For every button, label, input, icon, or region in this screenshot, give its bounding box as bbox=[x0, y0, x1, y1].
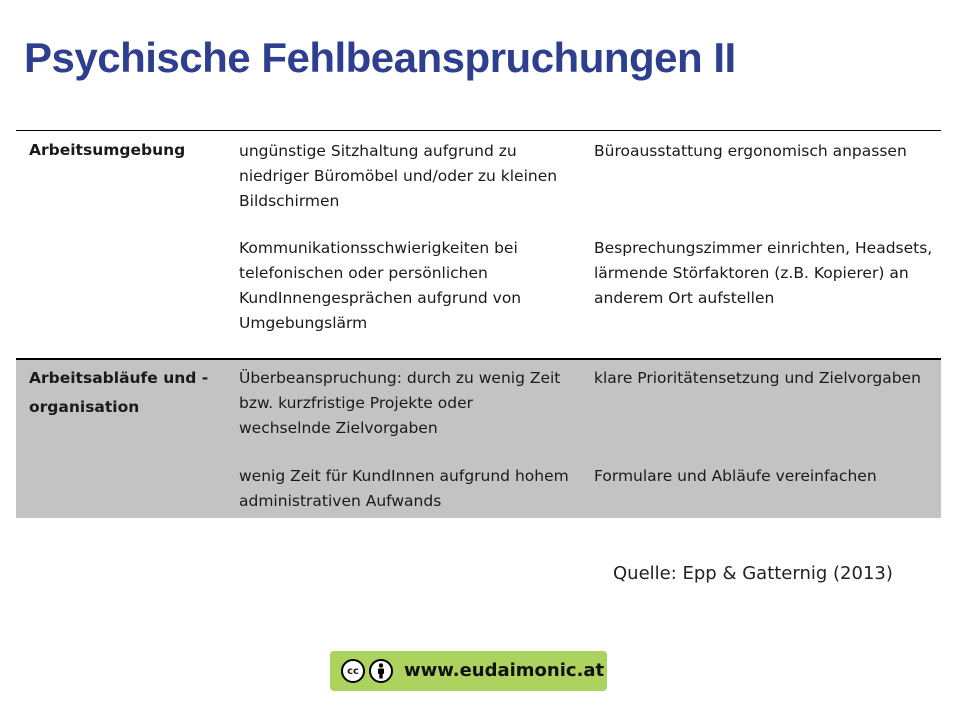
page-title: Psychische Fehlbeanspruchungen II bbox=[24, 34, 736, 81]
row-category: Arbeitsabläufe und -organisation bbox=[29, 369, 209, 416]
license-badge[interactable] bbox=[330, 651, 607, 691]
measure-cell: klare Prioritätensetzung und Zielvorgaben bbox=[594, 369, 921, 387]
measure-cell: Büroausstattung ergonomisch anpassen bbox=[594, 142, 907, 160]
cc-icon: cc bbox=[341, 659, 365, 683]
table-row bbox=[16, 131, 941, 358]
website-link[interactable]: www.eudaimonic.at bbox=[404, 660, 605, 681]
problem-cell: ungünstige Sitzhaltung aufgrund zu niedriger Büromöbel und/oder zu kleinen Bildschirmen bbox=[239, 142, 558, 210]
measure-cell: Formulare und Abläufe vereinfachen bbox=[594, 467, 877, 485]
measures-table bbox=[16, 130, 941, 518]
table-row bbox=[16, 358, 941, 518]
person-icon bbox=[369, 659, 393, 683]
measure-cell: Besprechungszimmer einrichten, Headsets, lärmende Störfaktoren (z.B. Kopierer) an anderem Ort aufstellen bbox=[594, 239, 933, 307]
row-category: Arbeitsumgebung bbox=[29, 141, 186, 159]
problem-cell: Überbeanspruchung: durch zu wenig Zeit bzw. kurzfristige Projekte oder wechselnde Zielvorgaben bbox=[239, 369, 561, 437]
problem-cell: wenig Zeit für KundInnen aufgrund hohem administrativen Aufwands bbox=[239, 467, 569, 510]
problem-cell: Kommunikationsschwierigkeiten bei telefonischen oder persönlichen KundInnengesprächen aufgrund von Umgebungslärm bbox=[239, 239, 522, 332]
source-citation: Quelle: Epp & Gatternig (2013) bbox=[613, 563, 893, 584]
